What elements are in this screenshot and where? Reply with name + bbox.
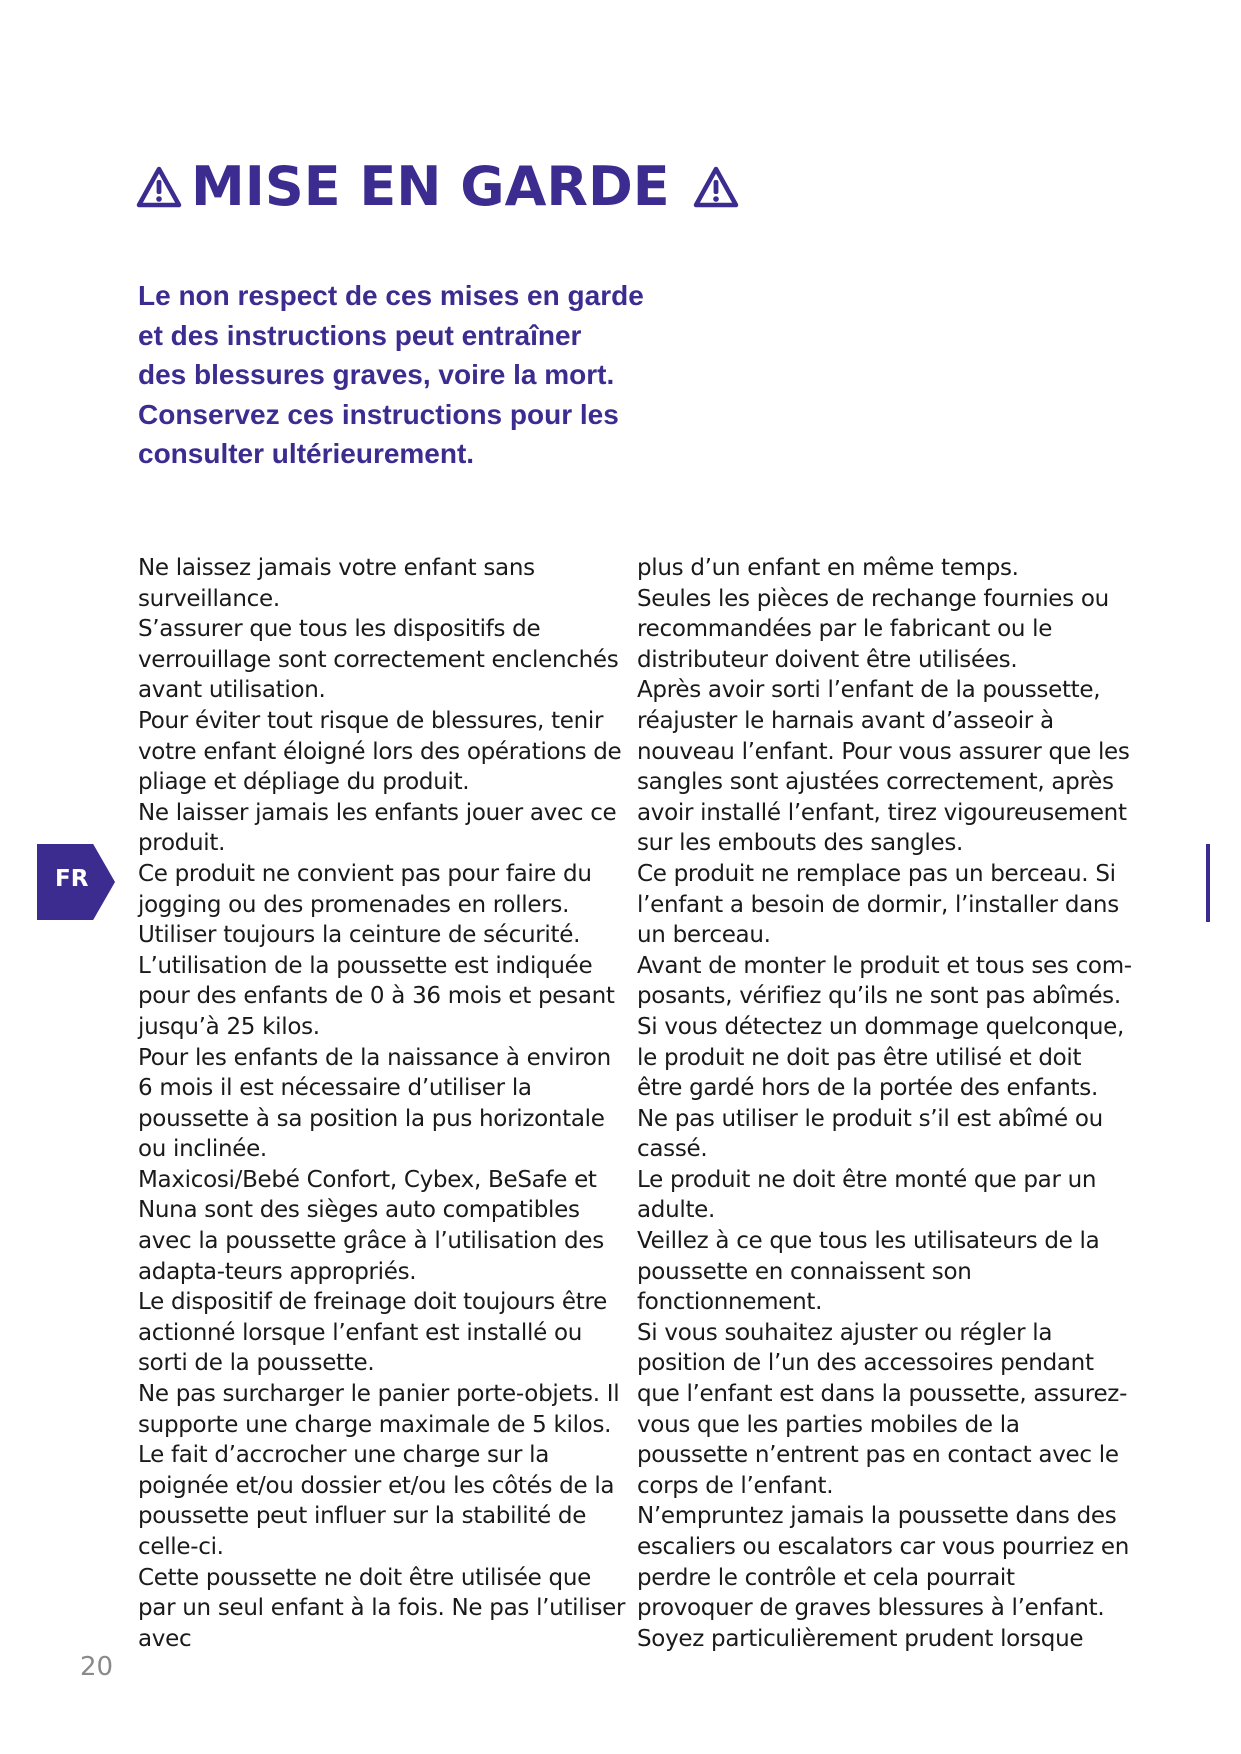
right-column [637, 553, 1132, 1654]
intro-line: consulter ultérieurement. [138, 438, 475, 469]
warning-title [135, 155, 740, 218]
intro-line: et des instructions peut entraîner [138, 319, 582, 351]
paragraph: Ne laisser jamais les enfants jouer avec ce produit. [138, 799, 617, 857]
intro-line: Le non respect de ces mises en garde [138, 280, 644, 311]
page-title: MISE EN GARDE [191, 155, 670, 218]
paragraph: Le produit ne doit être monté que par un adulte. [637, 1166, 1097, 1224]
paragraph: Seules les pièces de rechange fournies ou recommandées par le fabricant ou le distributeur doivent être utilisées. [637, 585, 1109, 673]
page-edge-marker [1206, 844, 1210, 922]
paragraph: plus d’un enfant en même temps. [637, 555, 1019, 581]
warning-triangle-icon [135, 165, 183, 209]
paragraph: Si vous souhaitez ajuster ou régler la position de l’un des accessoires pendant que l’enfant est dans la poussette, assurez-vous que les parties mobiles de la poussette n’entrent pas en contact avec le corps de l’enfant. [637, 1319, 1128, 1499]
paragraph: Le dispositif de freinage doit toujours être actionné lorsque l’enfant est installé ou sorti de la poussette. [138, 1289, 608, 1377]
page-number: 20 [80, 1652, 114, 1682]
paragraph: Le fait d’accrocher une charge sur la poignée et/ou dossier et/ou les côtés de la poussette peut influer sur la stabilité de celle-ci. [138, 1442, 615, 1560]
paragraph: Maxicosi/Bebé Confort, Cybex, BeSafe et Nuna sont des sièges auto compatibles avec la poussette grâce à l’utilisation des adapta-teurs appropriés. [138, 1166, 604, 1285]
paragraph: Ne pas utiliser le produit s’il est abîmé ou cassé. [637, 1105, 1103, 1163]
paragraph: Veillez à ce que tous les utilisateurs de la poussette en connaissent son fonctionnement. [637, 1228, 1100, 1316]
language-tab-label: FR [55, 866, 89, 892]
paragraph: Ne pas surcharger le panier porte-objets. Il supporte une charge maximale de 5 kilos. [138, 1381, 620, 1438]
paragraph: Pour les enfants de la naissance à environ 6 mois il est nécessaire d’utiliser la poussette à sa position la pus horizontale ou inclinée. [138, 1044, 611, 1163]
paragraph: Pour éviter tout risque de blessures, tenir votre enfant éloigné lors des opérations de pliage et dépliage du produit. [138, 707, 622, 796]
intro-line: des blessures graves, voire la mort. [138, 359, 615, 390]
paragraph: Ne laissez jamais votre enfant sans surveillance. [138, 555, 535, 612]
paragraph: Ce produit ne convient pas pour faire du jogging ou des promenades en rollers. [138, 860, 592, 918]
paragraph: L’utilisation de la poussette est indiquée pour des enfants de 0 à 36 mois et pesant jusqu’à 25 kilos. [138, 952, 615, 1040]
paragraph: Après avoir sorti l’enfant de la poussette, réajuster le harnais avant d’asseoir à nouveau l’enfant. Pour vous assurer que les sangles sont ajustées correctement, après avoir installé l’enfant, tirez vigoureusement sur les embouts des sangles. [637, 677, 1130, 857]
intro-line: Conservez ces instructions pour les [138, 398, 619, 430]
paragraph: Avant de monter le produit et tous ses com-posants, vérifiez qu’ils ne sont pas abîmés. Si vous détectez un dommage quelconque, le produit ne doit pas être utilisé et doit être gardé hors de la portée des enfants. [637, 952, 1132, 1102]
paragraph: Cette poussette ne doit être utilisée que par un seul enfant à la fois. Ne pas l’utiliser avec [138, 1564, 626, 1652]
paragraph: Soyez particulièrement prudent lorsque [637, 1625, 1084, 1652]
intro-warning [138, 276, 658, 474]
warning-triangle-icon [692, 165, 740, 209]
paragraph: N’empruntez jamais la poussette dans des escaliers ou escalators car vous pourriez en perdre le contrôle et cela pourrait provoquer de graves blessures à l’enfant. [637, 1503, 1129, 1622]
paragraph: S’assurer que tous les dispositifs de verrouillage sont correctement enclenchés avant utilisation. [138, 616, 619, 704]
left-column [138, 553, 628, 1654]
paragraph: Utiliser toujours la ceinture de sécurité. [138, 922, 581, 949]
paragraph: Ce produit ne remplace pas un berceau. Si l’enfant a besoin de dormir, l’installer dans un berceau. [637, 860, 1119, 949]
